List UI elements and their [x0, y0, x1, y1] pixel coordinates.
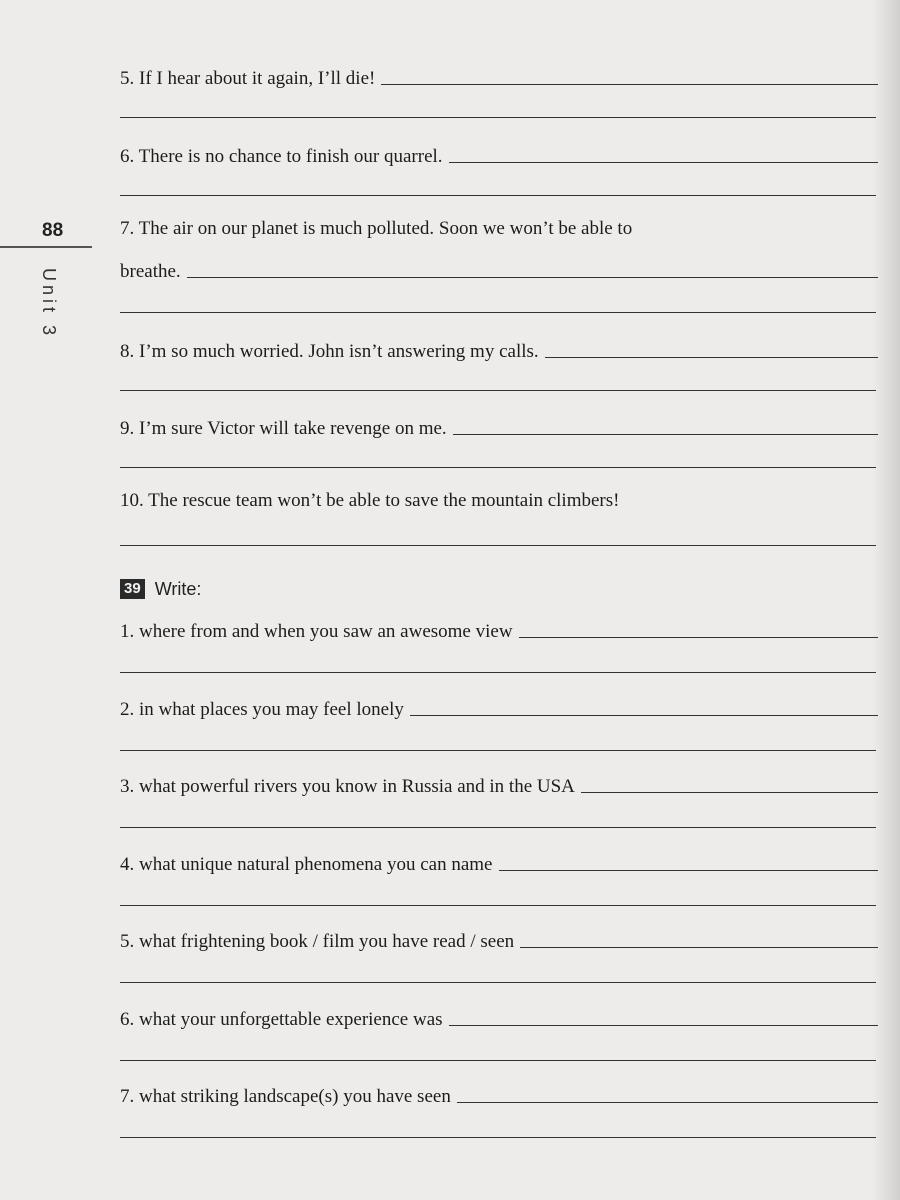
answer-line[interactable] — [120, 750, 876, 751]
answer-line[interactable] — [449, 1025, 878, 1026]
answer-line[interactable] — [120, 195, 876, 196]
answer-line[interactable] — [581, 792, 878, 793]
sentence-item-7-continued: breathe. — [120, 255, 878, 283]
answer-line[interactable] — [120, 390, 876, 391]
sentence-item-8: 8. I’m so much worried. John isn’t answering my calls. — [120, 335, 878, 363]
answer-line[interactable] — [120, 827, 876, 828]
answer-line[interactable] — [520, 947, 878, 948]
answer-line[interactable] — [120, 117, 876, 118]
answer-line[interactable] — [187, 277, 878, 278]
write-item-1: 1. where from and when you saw an awesome view — [120, 615, 878, 643]
answer-line[interactable] — [120, 982, 876, 983]
answer-line[interactable] — [120, 905, 876, 906]
write-item-7: 7. what striking landscape(s) you have seen — [120, 1080, 878, 1108]
exercise-number-badge: 39 — [120, 579, 145, 599]
write-item-6: 6. what your unforgettable experience was — [120, 1003, 878, 1031]
page-number: 88 — [42, 220, 64, 241]
answer-line[interactable] — [457, 1102, 878, 1103]
sentence-item-10: 10. The rescue team won’t be able to save the mountain climbers! — [120, 490, 620, 511]
write-item-3: 3. what powerful rivers you know in Russia and in the USA — [120, 770, 878, 798]
unit-label: Unit 3 — [39, 268, 59, 340]
write-item-4: 4. what unique natural phenomena you can name — [120, 848, 878, 876]
answer-line[interactable] — [499, 870, 879, 871]
answer-line[interactable] — [410, 715, 878, 716]
exercise-header — [120, 578, 201, 600]
answer-line[interactable] — [545, 357, 878, 358]
answer-line[interactable] — [519, 637, 878, 638]
page-number-rule — [0, 246, 92, 248]
sentence-item-9: 9. I’m sure Victor will take revenge on me. — [120, 412, 878, 440]
answer-line[interactable] — [120, 467, 876, 468]
answer-line[interactable] — [120, 545, 876, 546]
answer-line[interactable] — [453, 434, 878, 435]
write-item-2: 2. in what places you may feel lonely — [120, 693, 878, 721]
write-item-5: 5. what frightening book / film you have read / seen — [120, 925, 878, 953]
answer-line[interactable] — [120, 312, 876, 313]
answer-line[interactable] — [120, 672, 876, 673]
sentence-item-6: 6. There is no chance to finish our quarrel. — [120, 140, 878, 168]
exercise-title: Write: — [154, 578, 202, 599]
sentence-item-5: 5. If I hear about it again, I’ll die! — [120, 62, 878, 90]
answer-line[interactable] — [120, 1137, 876, 1138]
answer-line[interactable] — [120, 1060, 876, 1061]
sentence-item-7: 7. The air on our planet is much polluted. Soon we won’t be able to — [120, 218, 633, 239]
answer-line[interactable] — [381, 84, 878, 85]
answer-line[interactable] — [449, 162, 878, 163]
